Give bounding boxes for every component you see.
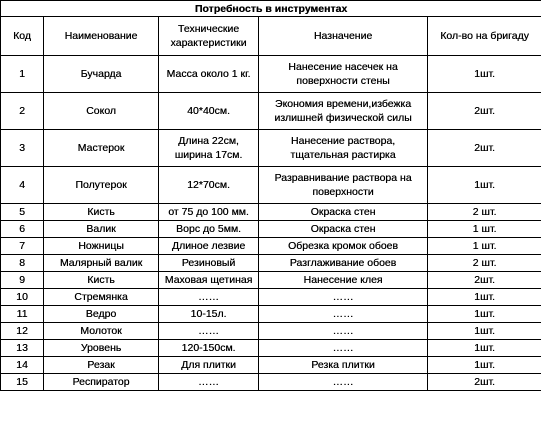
cell-name: Уровень <box>44 340 159 357</box>
cell-name: Полутерок <box>44 167 159 204</box>
cell-code: 2 <box>1 93 44 130</box>
table-row <box>1 204 541 221</box>
cell-specs: Ворс до 5мм. <box>159 221 259 238</box>
cell-purpose: Обрезка кромок обоев <box>259 238 428 255</box>
header-purpose: Назначение <box>259 17 428 56</box>
table-row <box>1 306 541 323</box>
cell-name: Кисть <box>44 272 159 289</box>
table-row <box>1 340 541 357</box>
cell-purpose: Нанесение клея <box>259 272 428 289</box>
cell-code: 7 <box>1 238 44 255</box>
cell-name: Молоток <box>44 323 159 340</box>
cell-specs: Длина 22см, ширина 17см. <box>159 130 259 167</box>
cell-code: 9 <box>1 272 44 289</box>
cell-qty: 1 шт. <box>428 238 541 255</box>
header-qty: Кол-во на бригаду <box>428 17 541 56</box>
cell-purpose: Нанесение раствора, тщательная растирка <box>259 130 428 167</box>
cell-code: 10 <box>1 289 44 306</box>
cell-qty: 1 шт. <box>428 221 541 238</box>
cell-purpose: Окраска стен <box>259 204 428 221</box>
cell-specs: Для плитки <box>159 357 259 374</box>
cell-specs: Масса около 1 кг. <box>159 56 259 93</box>
table-row <box>1 238 541 255</box>
cell-qty: 2шт. <box>428 374 541 391</box>
table-row <box>1 374 541 391</box>
cell-specs: Длиное лезвие <box>159 238 259 255</box>
cell-qty: 1шт. <box>428 306 541 323</box>
cell-purpose: …… <box>259 340 428 357</box>
table-row <box>1 221 541 238</box>
cell-name: Стремянка <box>44 289 159 306</box>
cell-qty: 1шт. <box>428 323 541 340</box>
cell-qty: 2 шт. <box>428 204 541 221</box>
table-row <box>1 93 541 130</box>
cell-name: Мастерок <box>44 130 159 167</box>
cell-specs: 12*70см. <box>159 167 259 204</box>
cell-code: 13 <box>1 340 44 357</box>
table-row <box>1 289 541 306</box>
cell-qty: 1шт. <box>428 357 541 374</box>
cell-name: Бучарда <box>44 56 159 93</box>
table-row <box>1 323 541 340</box>
cell-qty: 2шт. <box>428 272 541 289</box>
cell-qty: 1шт. <box>428 340 541 357</box>
cell-name: Ножницы <box>44 238 159 255</box>
cell-qty: 1шт. <box>428 289 541 306</box>
cell-purpose: Экономия времени,избежка излишней физической силы <box>259 93 428 130</box>
table-title: Потребность в инструментах <box>1 1 541 17</box>
cell-purpose: …… <box>259 306 428 323</box>
table-row <box>1 56 541 93</box>
cell-qty: 1шт. <box>428 56 541 93</box>
table-row <box>1 130 541 167</box>
cell-code: 11 <box>1 306 44 323</box>
cell-qty: 2шт. <box>428 130 541 167</box>
cell-code: 1 <box>1 56 44 93</box>
table-row <box>1 357 541 374</box>
header-specs: Технические характеристики <box>159 17 259 56</box>
cell-name: Малярный валик <box>44 255 159 272</box>
cell-specs: …… <box>159 374 259 391</box>
cell-specs: 10-15л. <box>159 306 259 323</box>
cell-specs: 120-150см. <box>159 340 259 357</box>
cell-purpose: …… <box>259 323 428 340</box>
cell-name: Кисть <box>44 204 159 221</box>
cell-purpose: …… <box>259 374 428 391</box>
table-row <box>1 255 541 272</box>
cell-specs: Маховая щетиная <box>159 272 259 289</box>
cell-purpose: …… <box>259 289 428 306</box>
cell-purpose: Нанесение насечек на поверхности стены <box>259 56 428 93</box>
cell-purpose: Резка плитки <box>259 357 428 374</box>
cell-code: 6 <box>1 221 44 238</box>
cell-qty: 1шт. <box>428 167 541 204</box>
cell-code: 8 <box>1 255 44 272</box>
cell-purpose: Окраска стен <box>259 221 428 238</box>
header-name: Наименование <box>44 17 159 56</box>
cell-name: Респиратор <box>44 374 159 391</box>
cell-code: 15 <box>1 374 44 391</box>
cell-code: 4 <box>1 167 44 204</box>
table-row <box>1 167 541 204</box>
cell-specs: Резиновый <box>159 255 259 272</box>
cell-name: Валик <box>44 221 159 238</box>
cell-code: 5 <box>1 204 44 221</box>
header-code: Код <box>1 17 44 56</box>
cell-code: 3 <box>1 130 44 167</box>
cell-name: Ведро <box>44 306 159 323</box>
cell-purpose: Разглаживание обоев <box>259 255 428 272</box>
cell-qty: 2шт. <box>428 93 541 130</box>
cell-code: 12 <box>1 323 44 340</box>
cell-name: Сокол <box>44 93 159 130</box>
cell-specs: от 75 до 100 мм. <box>159 204 259 221</box>
cell-specs: …… <box>159 289 259 306</box>
cell-code: 14 <box>1 357 44 374</box>
table-row <box>1 272 541 289</box>
cell-name: Резак <box>44 357 159 374</box>
cell-specs: …… <box>159 323 259 340</box>
cell-qty: 2 шт. <box>428 255 541 272</box>
cell-purpose: Разравнивание раствора на поверхности <box>259 167 428 204</box>
cell-specs: 40*40см. <box>159 93 259 130</box>
